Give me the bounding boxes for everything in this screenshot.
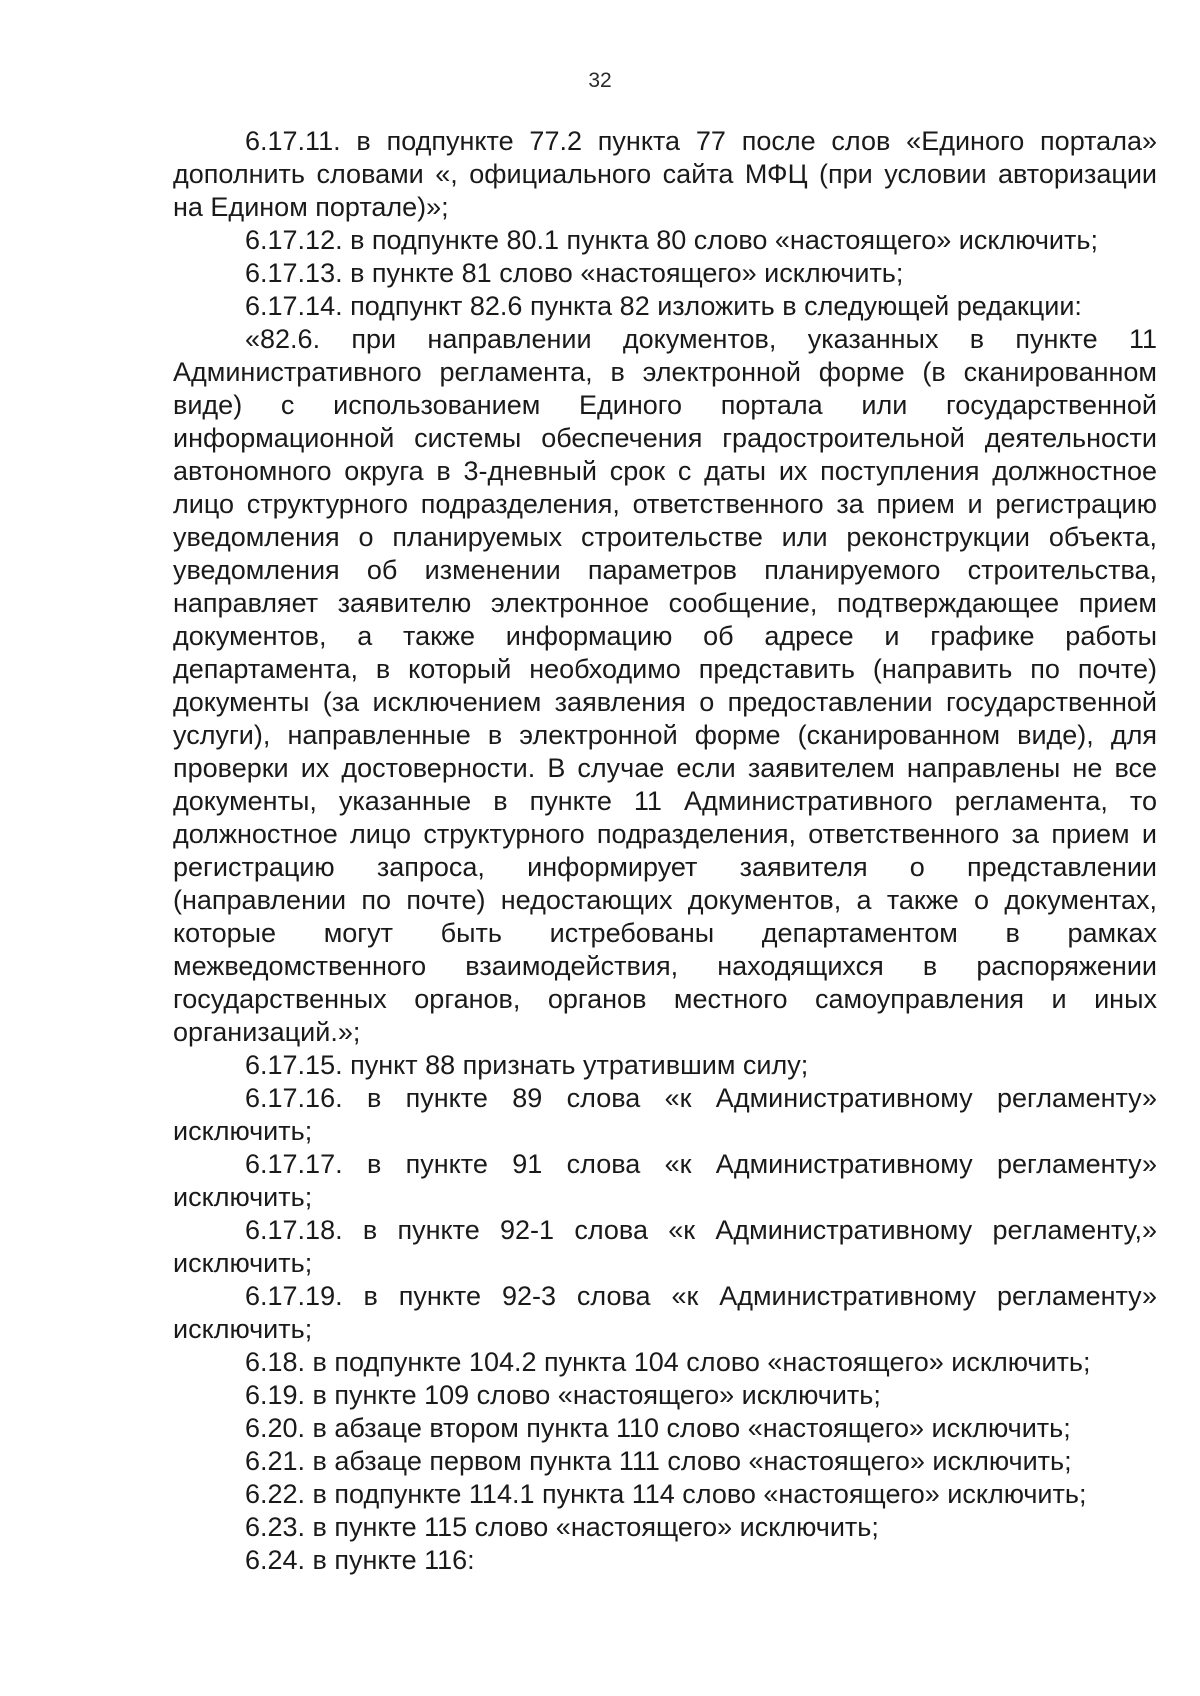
page-number: 32 xyxy=(588,69,612,92)
paragraph-82-6-quote: «82.6. при направлении документов, указанных в пункте 11 Административного регламента, в электронной форме (в сканированном виде) с использованием Единого портала или государственной информационной системы обеспечения градостроительной деятельности автономного округа в 3-дневный срок с даты их поступления должностное лицо структурного подразделения, ответственного за прием и регистрацию уведомления о планируемых строительстве или реконструкции объекта, уведомления об изменении параметров планируемого строительства, направляет заявителю электронное сообщение, подтверждающее прием документов, а также информацию об адресе и графике работы департамента, в который необходимо представить (направить по почте) документы (за исключением заявления о предоставлении государственной услуги), направленные в электронной форме (сканированном виде), для проверки их достоверности. В случае если заявителем направлены не все документы, указанные в пункте 11 Административного регламента, то должностное лицо структурного подразделения, ответственного за прием и регистрацию запроса, информирует заявителя о представлении (направлении по почте) недостающих документов, а также о документах, которые могут быть истребованы департаментом в рамках межведомственного взаимодействия, находящихся в распоряжении государственных органов, органов местного самоуправления и иных организаций.»; xyxy=(173,324,1157,1047)
paragraph-6-17-17: 6.17.17. в пункте 91 слова «к Административному регламенту» исключить; xyxy=(173,1149,1157,1212)
paragraph-6-20: 6.20. в абзаце втором пункта 110 слово «настоящего» исключить; xyxy=(245,1413,1071,1443)
paragraph-6-21: 6.21. в абзаце первом пункта 111 слово «настоящего» исключить; xyxy=(245,1446,1072,1476)
paragraph-6-17-16: 6.17.16. в пункте 89 слова «к Административному регламенту» исключить; xyxy=(173,1083,1157,1146)
paragraph-6-17-19: 6.17.19. в пункте 92-3 слова «к Административному регламенту» исключить; xyxy=(173,1281,1157,1344)
paragraph-6-22: 6.22. в подпункте 114.1 пункта 114 слово «настоящего» исключить; xyxy=(245,1479,1087,1509)
document-body xyxy=(173,125,1157,1577)
paragraph-6-17-18: 6.17.18. в пункте 92-1 слова «к Административному регламенту,» исключить; xyxy=(173,1215,1157,1278)
paragraph-6-17-14: 6.17.14. подпункт 82.6 пункта 82 изложить в следующей редакции: xyxy=(245,291,1082,321)
paragraph-6-19: 6.19. в пункте 109 слово «настоящего» исключить; xyxy=(245,1380,881,1410)
paragraph-6-18: 6.18. в подпункте 104.2 пункта 104 слово «настоящего» исключить; xyxy=(245,1347,1091,1377)
paragraph-6-17-15: 6.17.15. пункт 88 признать утратившим силу; xyxy=(245,1050,809,1080)
paragraph-6-17-11: 6.17.11. в подпункте 77.2 пункта 77 после слов «Единого портала» дополнить словами «, официального сайта МФЦ (при условии авторизации на Едином портале)»; xyxy=(173,126,1157,222)
paragraph-6-17-12: 6.17.12. в подпункте 80.1 пункта 80 слово «настоящего» исключить; xyxy=(245,225,1098,255)
paragraph-6-17-13: 6.17.13. в пункте 81 слово «настоящего» исключить; xyxy=(245,258,904,288)
paragraph-6-24: 6.24. в пункте 116: xyxy=(245,1545,475,1575)
paragraph-6-23: 6.23. в пункте 115 слово «настоящего» исключить; xyxy=(245,1512,879,1542)
